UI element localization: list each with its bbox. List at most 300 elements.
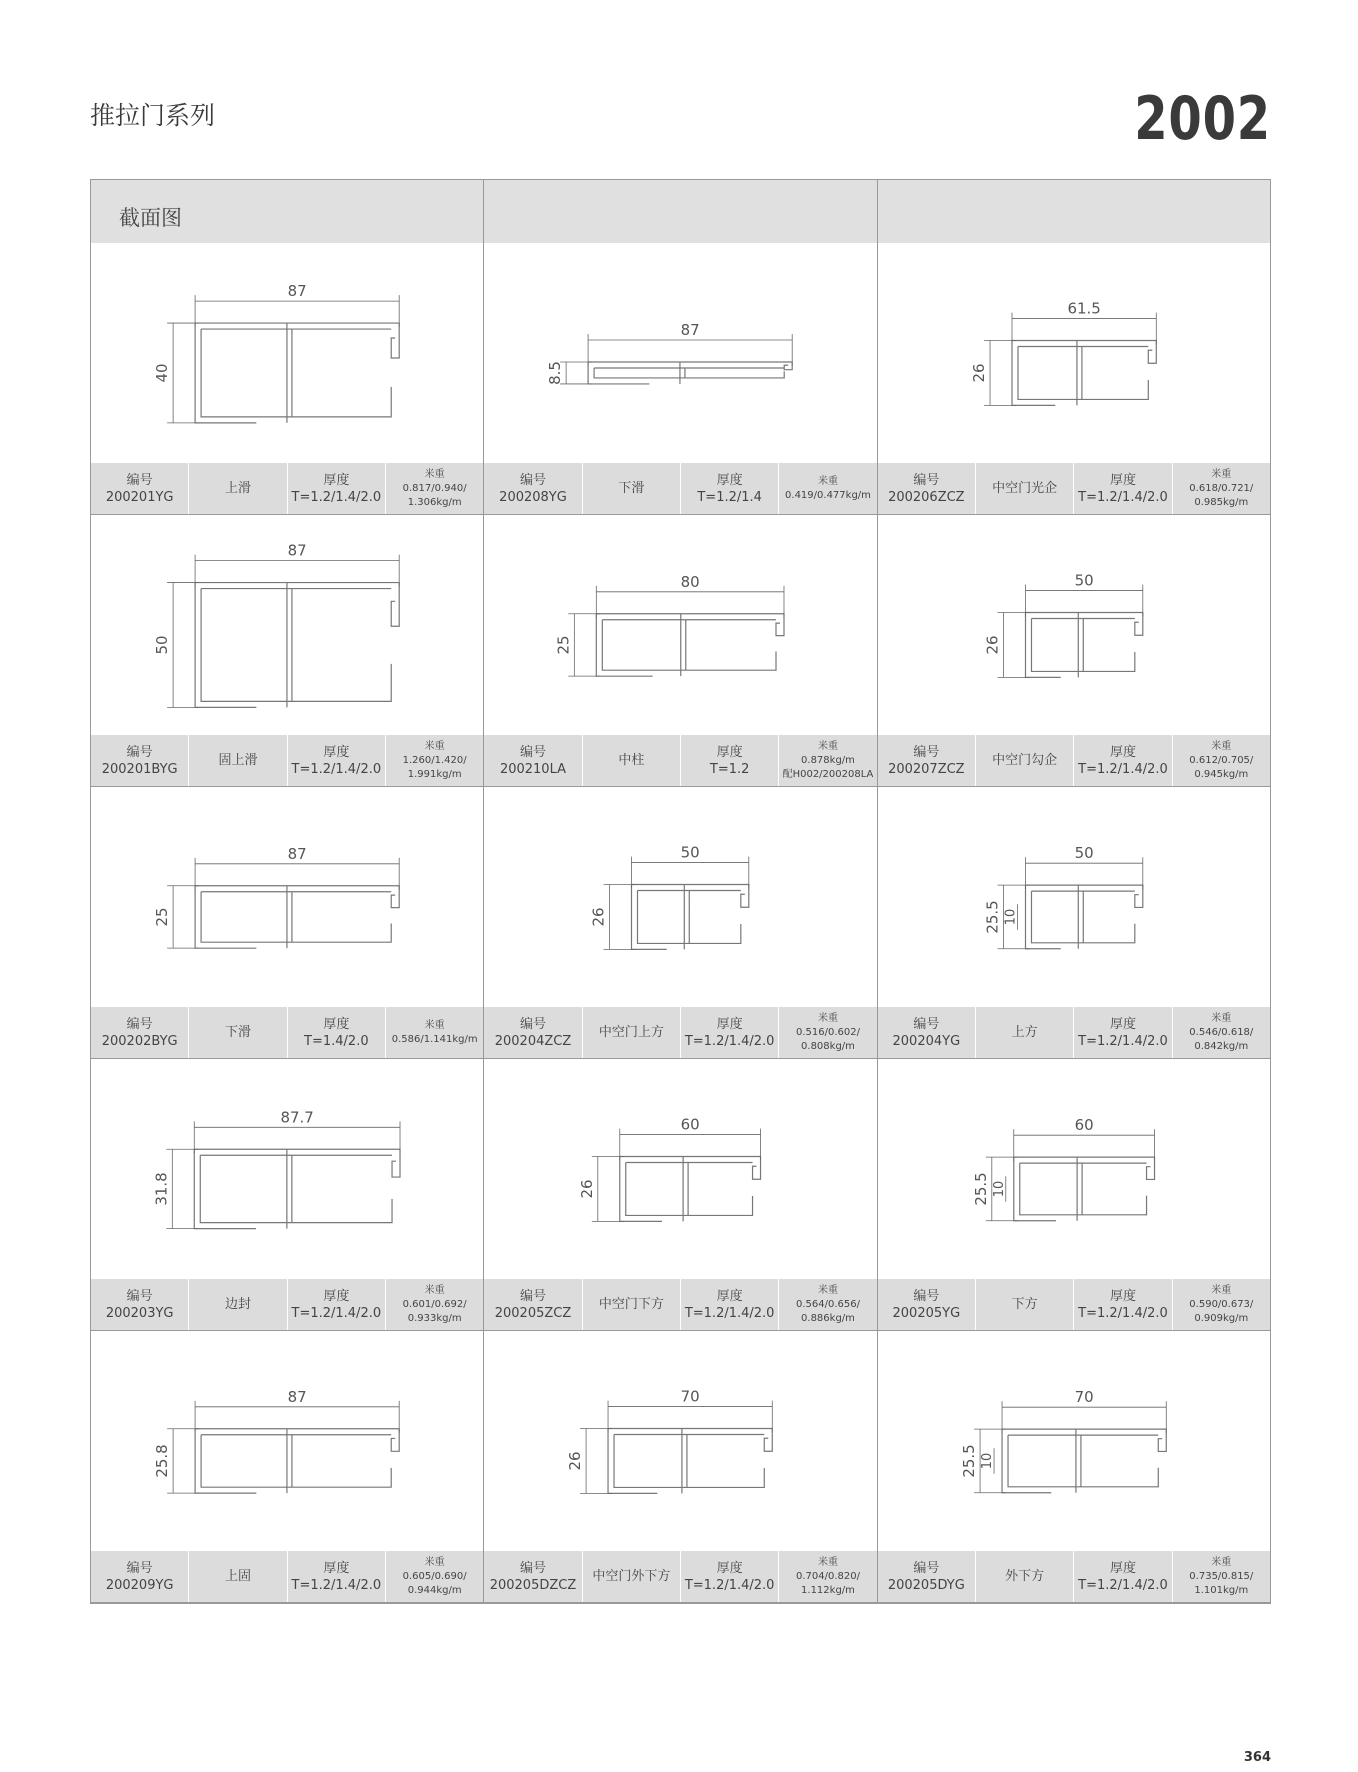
table-row: [91, 515, 1270, 787]
dimension-lines: [580, 1401, 772, 1494]
profile-cell: [91, 787, 484, 1059]
spec-row: [91, 1551, 483, 1603]
thickness-label: 厚度: [1109, 744, 1136, 760]
profile-outline: [1002, 1429, 1166, 1493]
weight-value: 0.808kg/m: [801, 1040, 855, 1052]
thickness-label: 厚度: [1109, 472, 1136, 488]
spec-row: [878, 1007, 1270, 1059]
width-dimension: 87: [680, 321, 701, 340]
inner-dimension: 10: [991, 1180, 1007, 1198]
profile-name: [583, 1279, 681, 1330]
code-value: 200209YG: [105, 1577, 174, 1593]
profile-outline: [195, 323, 399, 423]
profile-name: [976, 463, 1074, 514]
thickness-value: T=1.2/1.4/2.0: [1078, 1033, 1168, 1049]
thickness-field: [681, 463, 779, 514]
profile-outline: [1012, 341, 1156, 406]
profile-outline: [597, 614, 785, 676]
section-drawing: [91, 243, 483, 463]
thickness-field: [288, 1007, 386, 1058]
dimension-lines: [985, 1129, 1154, 1221]
thickness-label: 厚度: [1109, 1016, 1136, 1032]
thickness-field: [288, 1551, 386, 1602]
thickness-value: T=1.2/1.4/2.0: [1078, 1305, 1168, 1321]
weight-label: 米重: [817, 740, 838, 752]
profile-cell: [484, 243, 877, 515]
dimension-lines: [167, 1401, 399, 1493]
code-field: [878, 735, 976, 786]
height-dimension: 31.8: [152, 1172, 171, 1206]
thickness-label: 厚度: [716, 1288, 743, 1304]
table-body: [91, 243, 1270, 1603]
thickness-field: [288, 1279, 386, 1330]
weight-value: 0.886kg/m: [801, 1312, 855, 1324]
dimension-lines: [167, 858, 399, 948]
profile-outline: [1013, 1157, 1154, 1221]
width-dimension: 50: [1074, 571, 1094, 590]
section-drawing: [484, 243, 876, 463]
section-drawing: [484, 787, 876, 1007]
profile-name: [583, 463, 681, 514]
height-dimension: 25.5: [959, 1444, 978, 1478]
dimension-lines: [166, 1121, 400, 1228]
page-number: 364: [1243, 1750, 1271, 1765]
dimension-lines: [167, 555, 399, 708]
code-field: [484, 1551, 582, 1602]
section-drawing: [484, 1331, 876, 1551]
section-drawing: [878, 1059, 1270, 1279]
header-blank: [484, 180, 877, 243]
weight-field: [1173, 1007, 1270, 1058]
section-drawing: [91, 1331, 483, 1551]
width-dimension: 87.7: [280, 1108, 314, 1127]
profile-name: [189, 1007, 287, 1058]
profile-name: [583, 1551, 681, 1602]
dimension-lines: [569, 586, 785, 676]
height-dimension: 25: [153, 907, 172, 927]
thickness-value: T=1.2/1.4/2.0: [291, 489, 382, 505]
profile-cell: [91, 1059, 484, 1331]
weight-value: 0.817/0.940/: [402, 482, 467, 494]
section-drawing: [878, 515, 1270, 735]
code-field: [91, 1007, 189, 1058]
weight-field: [779, 463, 876, 514]
weight-label: 米重: [424, 468, 445, 480]
code-field: [484, 735, 582, 786]
width-dimension: 50: [1074, 844, 1094, 863]
inner-dimension: 10: [1003, 908, 1019, 926]
profile-name: [976, 735, 1074, 786]
profile-outline: [194, 1149, 400, 1228]
weight-label: 米重: [424, 740, 445, 752]
thickness-field: [681, 1279, 779, 1330]
weight-value: 1.101kg/m: [1194, 1584, 1249, 1596]
table-header: [91, 180, 1270, 243]
thickness-field: [1074, 463, 1172, 514]
weight-value: 0.612/0.705/: [1189, 754, 1254, 766]
weight-value: 0.878kg/m: [801, 754, 855, 766]
profile-name: [583, 735, 681, 786]
weight-field: [779, 735, 876, 786]
thickness-label: 厚度: [1109, 1288, 1136, 1304]
table-row: [91, 1331, 1270, 1603]
weight-value: 0.944kg/m: [407, 1584, 462, 1596]
weight-value: 0.985kg/m: [1194, 496, 1249, 508]
code-value: 200210LA: [499, 761, 567, 777]
weight-value: 1.991kg/m: [407, 768, 462, 780]
dimension-lines: [997, 585, 1142, 678]
code-field: [484, 1279, 582, 1330]
profile-cell: [878, 1059, 1270, 1331]
code-field: [91, 463, 189, 514]
width-dimension: 50: [680, 843, 701, 862]
width-dimension: 87: [287, 844, 307, 863]
weight-value: 0.419/0.477kg/m: [785, 489, 871, 501]
profile-outline: [632, 885, 749, 950]
spec-row: [484, 735, 876, 787]
header-blank: [878, 180, 1270, 243]
thickness-value: T=1.2/1.4/2.0: [1078, 1577, 1168, 1593]
spec-row: [878, 463, 1270, 515]
height-dimension: 26: [983, 635, 1002, 655]
profile-name: [976, 1279, 1074, 1330]
thickness-label: 厚度: [323, 1560, 350, 1576]
weight-field: [779, 1279, 876, 1330]
code-label: 编号: [126, 1288, 153, 1304]
code-value: 200205YG: [892, 1305, 961, 1321]
weight-value: 0.546/0.618/: [1189, 1026, 1254, 1038]
thickness-label: 厚度: [323, 472, 350, 488]
profile-outline: [588, 362, 792, 384]
profile-name: [189, 1551, 287, 1602]
profile-cell: [91, 515, 484, 787]
profile-cell: [878, 787, 1270, 1059]
profile-outline: [195, 886, 399, 948]
thickness-value: T=1.2/1.4: [697, 489, 762, 505]
spec-row: [91, 1007, 483, 1059]
weight-value: 1.112kg/m: [801, 1584, 855, 1596]
thickness-value: T=1.2/1.4/2.0: [1078, 489, 1168, 505]
thickness-label: 厚度: [323, 744, 350, 760]
thickness-value: T=1.2/1.4/2.0: [291, 1305, 382, 1321]
series-number: 2002: [1134, 84, 1271, 154]
code-label: 编号: [913, 1288, 940, 1304]
code-field: [484, 463, 582, 514]
name-value: 中空门外下方: [592, 1569, 671, 1584]
code-value: 200205ZCZ: [494, 1305, 572, 1321]
thickness-field: [1074, 1551, 1172, 1602]
thickness-value: T=1.4/2.0: [304, 1033, 369, 1049]
section-drawing: [878, 787, 1270, 1007]
height-dimension: 25.5: [983, 900, 1002, 934]
width-dimension: 70: [1074, 1388, 1094, 1407]
code-value: 200201BYG: [101, 761, 178, 777]
weight-label: 米重: [1211, 1556, 1232, 1568]
weight-label: 米重: [817, 1284, 838, 1296]
weight-value: 0.586/1.141kg/m: [391, 1033, 478, 1045]
weight-value: 0.590/0.673/: [1189, 1298, 1254, 1310]
weight-label: 米重: [1211, 1284, 1232, 1296]
page-title: 推拉门系列: [90, 101, 216, 130]
height-dimension: 8.5: [546, 361, 565, 385]
code-value: 200208YG: [499, 489, 567, 505]
thickness-field: [681, 1007, 779, 1058]
height-dimension: 40: [153, 363, 172, 383]
code-value: 200207ZCZ: [888, 761, 965, 777]
code-field: [878, 1007, 976, 1058]
name-value: 中空门勾企: [992, 753, 1058, 768]
code-label: 编号: [126, 1016, 153, 1032]
weight-field: [1173, 1551, 1270, 1602]
profile-name: [189, 1279, 287, 1330]
thickness-label: 厚度: [716, 1016, 743, 1032]
weight-value: 0.564/0.656/: [795, 1298, 860, 1310]
code-label: 编号: [519, 1016, 546, 1032]
code-field: [878, 1279, 976, 1330]
height-dimension: 25: [554, 635, 573, 655]
dimension-lines: [592, 1129, 761, 1222]
profile-cell: [878, 243, 1270, 515]
weight-field: [779, 1551, 876, 1602]
profile-table: [90, 179, 1271, 1604]
spec-row: [878, 1279, 1270, 1331]
weight-field: [1173, 735, 1270, 786]
name-value: 固上滑: [218, 753, 258, 768]
weight-field: [779, 1007, 876, 1058]
profile-cell: [878, 515, 1270, 787]
code-field: [484, 1007, 582, 1058]
code-label: 编号: [913, 472, 940, 488]
spec-row: [484, 1551, 876, 1603]
section-drawing: [484, 1059, 876, 1279]
code-label: 编号: [913, 744, 940, 760]
name-value: 外下方: [1005, 1569, 1045, 1584]
profile-name: [189, 735, 287, 786]
name-value: 下滑: [224, 1025, 251, 1040]
thickness-value: T=1.2/1.4/2.0: [684, 1305, 775, 1321]
width-dimension: 70: [680, 1387, 701, 1406]
code-value: 200204YG: [892, 1033, 961, 1049]
name-value: 下滑: [618, 481, 645, 496]
code-field: [91, 1279, 189, 1330]
width-dimension: 87: [287, 282, 307, 301]
weight-label: 米重: [424, 1019, 445, 1031]
weight-value: 配H002/200208LA: [782, 768, 874, 780]
weight-label: 米重: [817, 1556, 838, 1568]
section-drawing: [484, 515, 876, 735]
profile-name: [583, 1007, 681, 1058]
weight-value: 0.605/0.690/: [402, 1570, 467, 1582]
thickness-value: T=1.2: [709, 761, 750, 777]
spec-row: [484, 1007, 876, 1059]
code-field: [91, 735, 189, 786]
thickness-label: 厚度: [323, 1016, 350, 1032]
section-drawing: [878, 1331, 1270, 1551]
profile-name: [976, 1551, 1074, 1602]
weight-label: 米重: [1211, 468, 1232, 480]
weight-label: 米重: [1211, 740, 1232, 752]
code-field: [91, 1551, 189, 1602]
profile-outline: [620, 1157, 761, 1222]
spec-row: [91, 1279, 483, 1331]
thickness-label: 厚度: [1109, 1560, 1136, 1576]
weight-value: 0.618/0.721/: [1189, 482, 1254, 494]
height-dimension: 26: [566, 1451, 585, 1471]
height-dimension: 25.8: [153, 1444, 172, 1478]
weight-field: [1173, 1279, 1270, 1330]
profile-outline: [195, 583, 399, 708]
dimension-lines: [167, 295, 399, 423]
weight-value: 0.735/0.815/: [1189, 1570, 1254, 1582]
code-value: 200205DYG: [887, 1577, 965, 1593]
weight-field: [1173, 463, 1270, 514]
code-label: 编号: [913, 1560, 940, 1576]
thickness-value: T=1.2/1.4/2.0: [291, 761, 382, 777]
spec-row: [878, 735, 1270, 787]
code-label: 编号: [519, 1560, 546, 1576]
table-row: [91, 243, 1270, 515]
weight-field: [386, 735, 483, 786]
profile-cell: [484, 1331, 877, 1603]
name-value: 中空门上方: [598, 1025, 664, 1040]
weight-value: 0.704/0.820/: [795, 1570, 860, 1582]
thickness-field: [681, 735, 779, 786]
code-field: [878, 1551, 976, 1602]
weight-field: [386, 1279, 483, 1330]
weight-label: 米重: [424, 1556, 445, 1568]
spec-row: [484, 1279, 876, 1331]
table-row: [91, 787, 1270, 1059]
code-label: 编号: [126, 744, 153, 760]
thickness-field: [1074, 735, 1172, 786]
profile-cell: [91, 243, 484, 515]
width-dimension: 87: [287, 1387, 307, 1406]
weight-label: 米重: [817, 1012, 838, 1024]
name-value: 上方: [1011, 1025, 1038, 1040]
weight-field: [386, 463, 483, 514]
code-label: 编号: [519, 472, 546, 488]
height-dimension: 50: [153, 635, 172, 655]
spec-row: [878, 1551, 1270, 1603]
code-value: 200202BYG: [101, 1033, 178, 1049]
dimension-lines: [560, 334, 792, 384]
thickness-value: T=1.2/1.4/2.0: [684, 1033, 775, 1049]
weight-value: 0.945kg/m: [1194, 768, 1249, 780]
thickness-field: [1074, 1279, 1172, 1330]
code-value: 200205DZCZ: [489, 1577, 577, 1593]
profile-cell: [484, 515, 877, 787]
profile-cell: [878, 1331, 1270, 1603]
weight-label: 米重: [817, 475, 838, 487]
thickness-field: [288, 735, 386, 786]
profile-name: [189, 463, 287, 514]
section-drawing: [91, 1059, 483, 1279]
height-dimension: 25.5: [971, 1172, 990, 1206]
code-value: 200206ZCZ: [888, 489, 965, 505]
weight-field: [386, 1551, 483, 1602]
profile-cell: [91, 1331, 484, 1603]
weight-value: 1.306kg/m: [407, 496, 462, 508]
weight-value: 0.933kg/m: [407, 1312, 462, 1324]
section-drawing: [91, 515, 483, 735]
profile-cell: [484, 787, 877, 1059]
section-drawing: [91, 787, 483, 1007]
weight-field: [386, 1007, 483, 1058]
name-value: 中柱: [618, 753, 645, 768]
name-value: 中空门下方: [598, 1297, 664, 1312]
name-value: 中空门光企: [992, 481, 1058, 496]
height-dimension: 26: [589, 907, 608, 927]
spec-row: [484, 463, 876, 515]
thickness-field: [288, 463, 386, 514]
weight-value: 1.260/1.420/: [402, 754, 467, 766]
code-label: 编号: [519, 744, 546, 760]
thickness-label: 厚度: [716, 744, 743, 760]
thickness-label: 厚度: [323, 1288, 350, 1304]
dimension-lines: [984, 313, 1156, 406]
thickness-field: [681, 1551, 779, 1602]
spec-row: [91, 735, 483, 787]
profile-name: [976, 1007, 1074, 1058]
name-value: 上滑: [224, 481, 251, 496]
weight-value: 0.601/0.692/: [402, 1298, 467, 1310]
code-value: 200201YG: [105, 489, 174, 505]
width-dimension: 60: [680, 1115, 701, 1134]
table-row: [91, 1059, 1270, 1331]
weight-value: 0.842kg/m: [1194, 1040, 1249, 1052]
name-value: 上固: [224, 1569, 251, 1584]
name-value: 下方: [1011, 1297, 1038, 1312]
code-label: 编号: [126, 1560, 153, 1576]
thickness-value: T=1.2/1.4/2.0: [1078, 761, 1168, 777]
thickness-value: T=1.2/1.4/2.0: [684, 1577, 775, 1593]
profile-outline: [195, 1429, 399, 1493]
code-field: [878, 463, 976, 514]
height-dimension: 26: [578, 1179, 597, 1199]
code-value: 200203YG: [105, 1305, 174, 1321]
thickness-value: T=1.2/1.4/2.0: [291, 1577, 382, 1593]
thickness-field: [1074, 1007, 1172, 1058]
inner-dimension: 10: [979, 1452, 995, 1470]
width-dimension: 60: [1074, 1116, 1094, 1135]
code-label: 编号: [126, 472, 153, 488]
weight-value: 0.516/0.602/: [795, 1026, 860, 1038]
thickness-label: 厚度: [716, 1560, 743, 1576]
code-value: 200204ZCZ: [494, 1033, 572, 1049]
profile-outline: [608, 1429, 772, 1494]
profile-outline: [1025, 885, 1142, 949]
section-label: 截面图: [91, 180, 484, 243]
profile-cell: [484, 1059, 877, 1331]
code-label: 编号: [519, 1288, 546, 1304]
code-label: 编号: [913, 1016, 940, 1032]
weight-value: 0.909kg/m: [1194, 1312, 1249, 1324]
profile-outline: [1025, 613, 1142, 678]
spec-row: [91, 463, 483, 515]
width-dimension: 61.5: [1067, 299, 1101, 318]
dimension-lines: [974, 1401, 1166, 1493]
thickness-label: 厚度: [716, 472, 743, 488]
height-dimension: 26: [969, 363, 988, 383]
dimension-lines: [997, 857, 1142, 949]
section-drawing: [878, 243, 1270, 463]
width-dimension: 80: [680, 572, 701, 591]
weight-label: 米重: [1211, 1012, 1232, 1024]
width-dimension: 87: [287, 541, 307, 560]
name-value: 边封: [224, 1297, 251, 1312]
dimension-lines: [604, 857, 749, 950]
weight-label: 米重: [424, 1284, 445, 1296]
